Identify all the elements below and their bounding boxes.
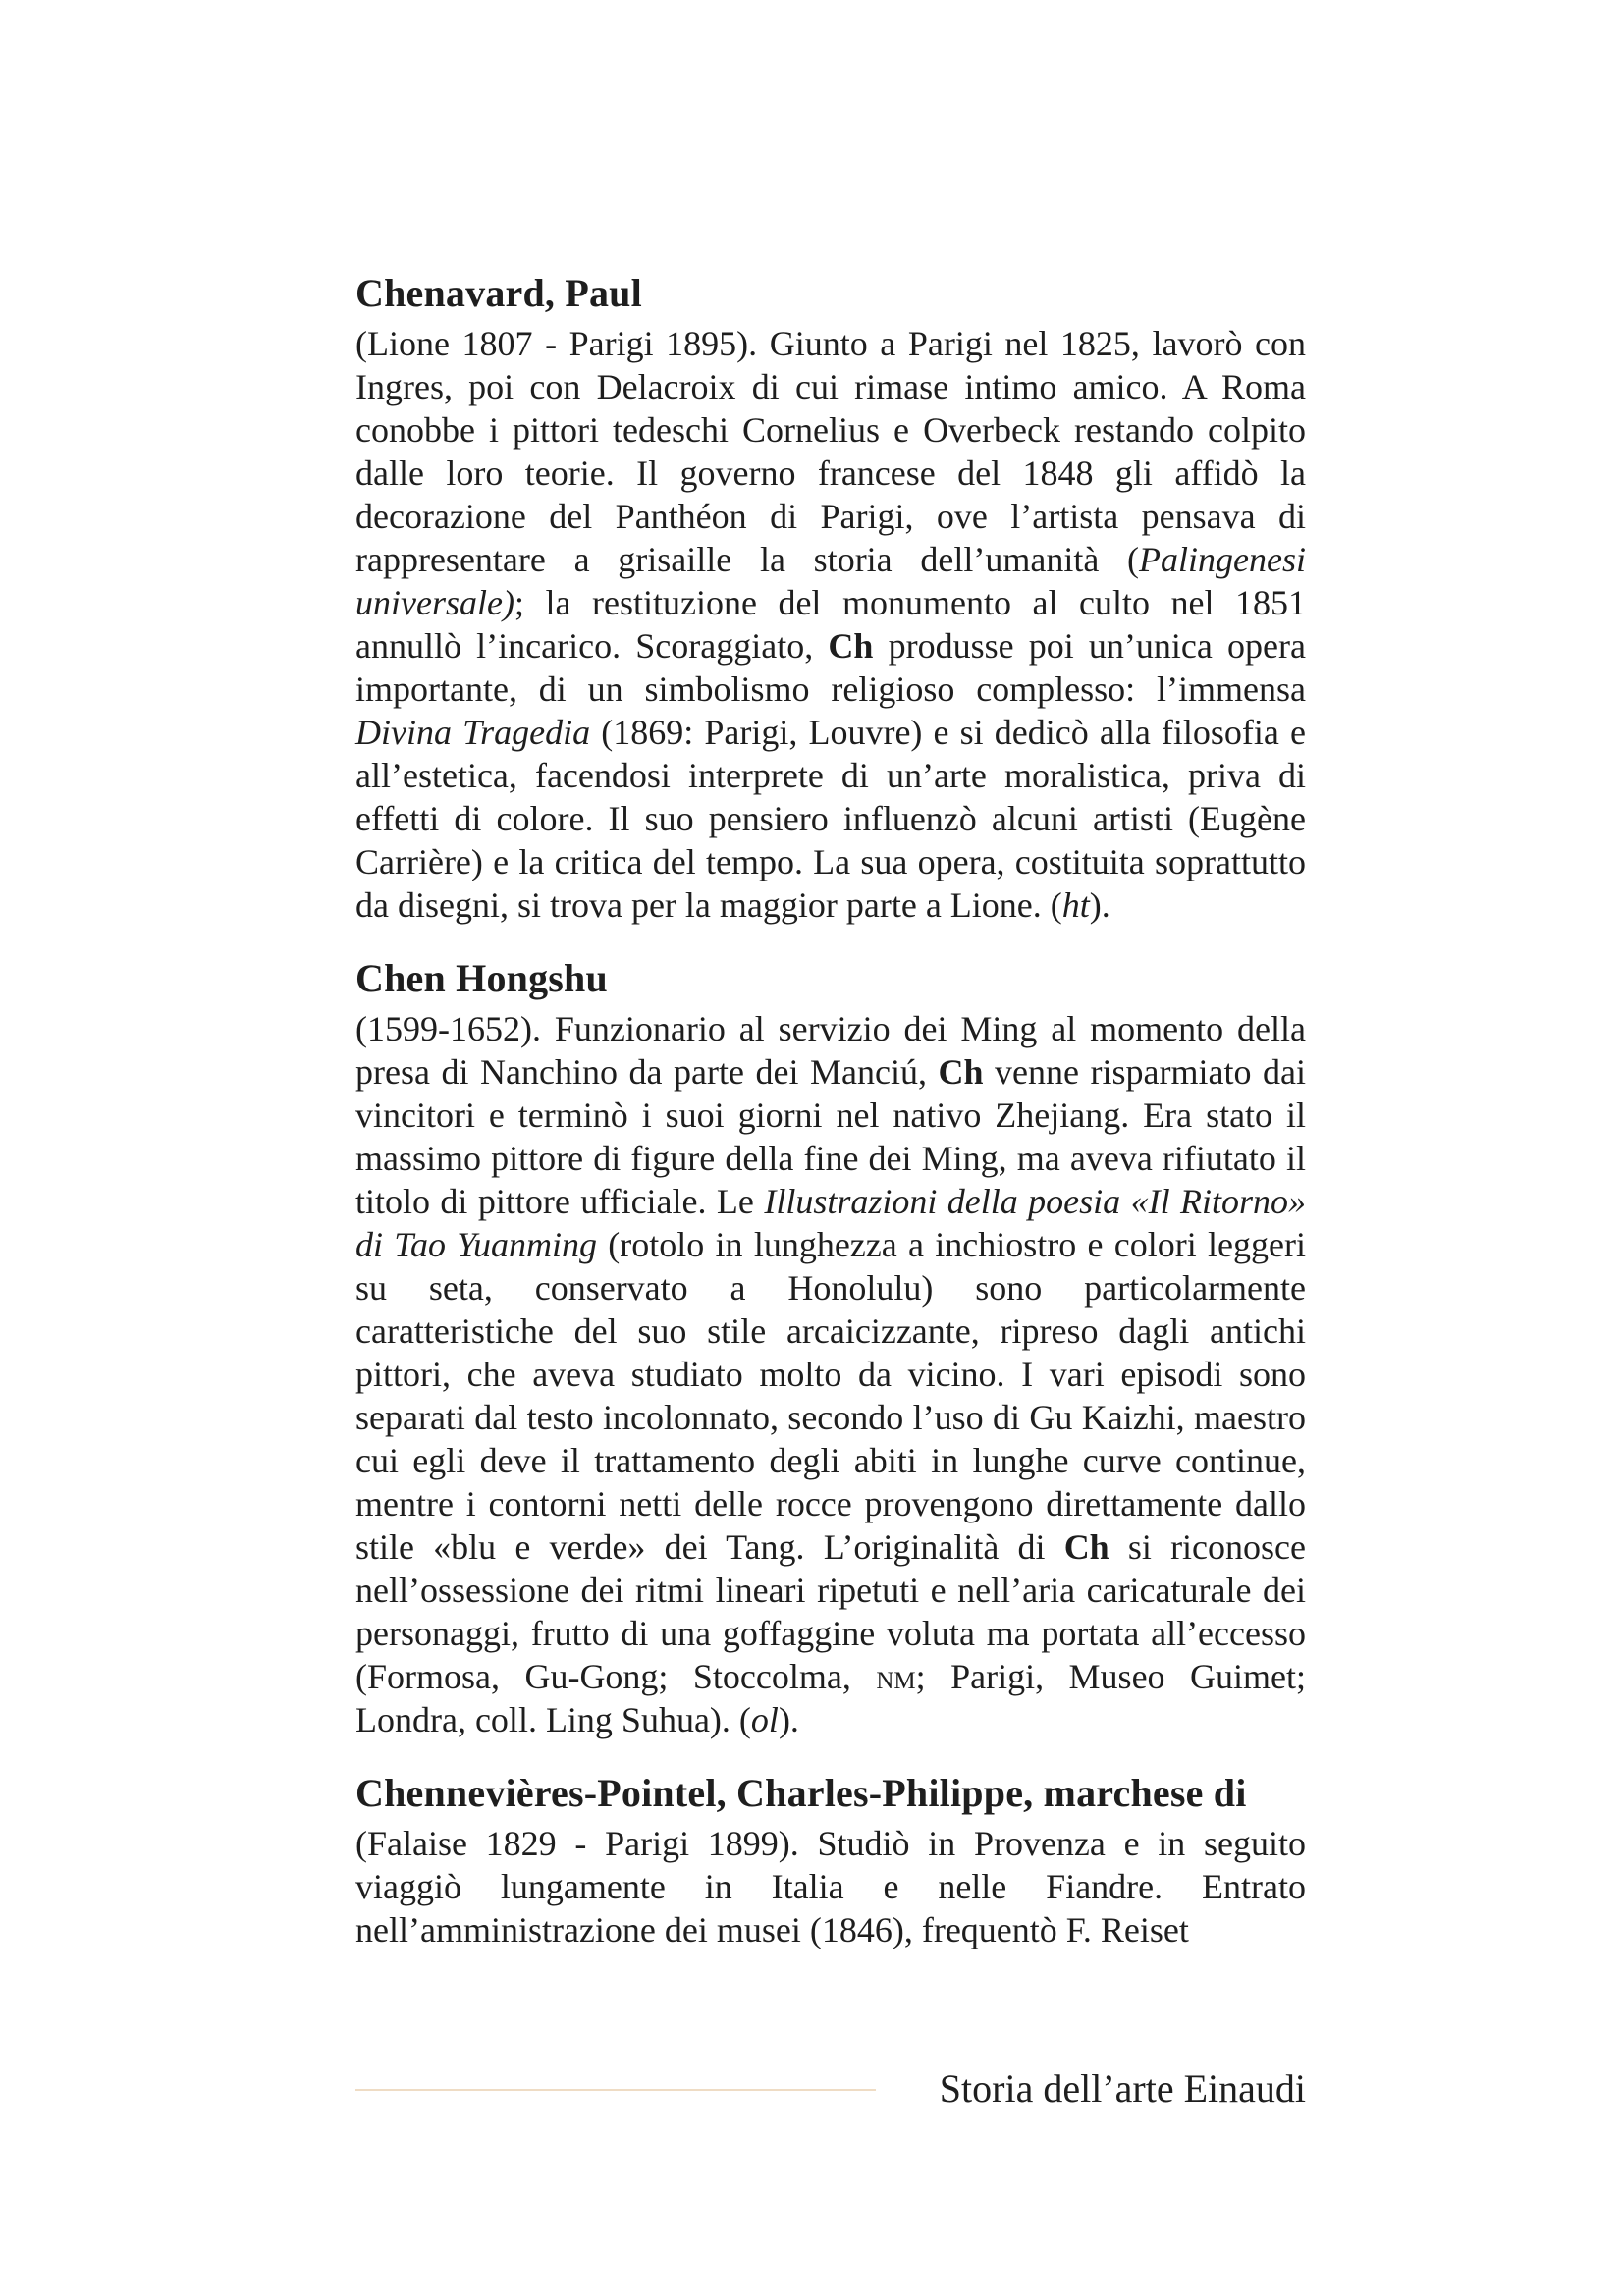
body-text: (Lione 1807 - Parigi 1895). Giunto a Parigi nel 1825, lavorò con Ingres, poi con Delacroix di cui rimase intimo amico. A Roma conobbe i pittori tedeschi Cornelius e Overbeck restando colpito dalle loro teorie. Il governo francese del 1848 gli affidò la decorazione del Panthéon di Parigi, ove l’artista pensava di rappresentare a grisaille la storia dell’umanità ( — [355, 324, 1306, 579]
entry-body — [355, 1007, 1306, 1741]
footer-rule — [355, 2089, 876, 2091]
entry-chennevieres-pointel — [355, 1767, 1306, 1951]
body-text: ; la restituzione del monumento al culto nel 1851 annullò l’incarico. Scoraggiato, — [355, 583, 1306, 666]
body-text: ). — [1089, 885, 1110, 925]
body-italic: Divina Tragedia — [355, 713, 591, 752]
page-content — [355, 267, 1306, 1951]
body-text: (1869: Parigi, Louvre) e si dedicò alla filosofia e all’estetica, facendosi interprete di un’arte moralistica, priva di effetti di colore. Il suo pensiero influenzò alcuni artisti (Eugène Carrière) e la critica del tempo. La sua opera, costituita soprattutto da disegni, si trova per la maggior parte a Lione. ( — [355, 713, 1306, 925]
footer-title: Storia dell’arte Einaudi — [939, 2066, 1306, 2110]
body-italic: Palingenesi universale) — [355, 540, 1306, 622]
author-initials: ht — [1061, 885, 1090, 925]
body-abbreviation: Ch — [828, 626, 874, 666]
body-text: ; Parigi, Museo Guimet; Londra, coll. Ling Suhua). ( — [355, 1657, 1306, 1739]
entry-chen-hongshu — [355, 952, 1306, 1741]
page-footer — [355, 2059, 1306, 2118]
body-abbreviation: Ch — [1063, 1527, 1109, 1567]
body-text: (rotolo in lunghezza a inchiostro e colori leggeri su seta, conservato a Honolulu) sono particolarmente caratteristiche del suo stile arcaicizzante, ripreso dagli antichi pittori, che aveva studiato molto da vicino. I vari episodi sono separati dal testo incolonnato, secondo l’uso di Gu Kaizhi, maestro cui egli deve il trattamento degli abiti in lunghe curve continue, mentre i contorni netti delle rocce provengono direttamente dallo stile «blu e verde» dei Tang. L’originalità di — [355, 1225, 1306, 1567]
body-text: ). — [778, 1700, 799, 1739]
entry-chenavard — [355, 267, 1306, 927]
author-initials: ol — [750, 1700, 779, 1739]
body-text: (1599-1652). Funzionario al servizio dei Ming al momento della presa di Nanchino da parte dei Manciú, — [355, 1009, 1306, 1092]
body-abbreviation: Ch — [938, 1052, 984, 1092]
body-text: produsse poi un’unica opera importante, di un simbolismo religioso complesso: l’immensa — [355, 626, 1306, 709]
body-text: venne risparmiato dai vincitori e terminò i suoi giorni nel nativo Zhejiang. Era stato il massimo pittore di figure della fine dei Ming, ma aveva rifiutato il titolo di pittore ufficiale. Le — [355, 1052, 1307, 1221]
body-text: (Falaise 1829 - Parigi 1899). Studiò in Provenza e in seguito viaggiò lungamente in Italia e nelle Fiandre. Entrato nell’amministrazione dei musei (1846), frequentò F. Reiset — [355, 1824, 1306, 1949]
entry-title: Chennevières-Pointel, Charles-Philippe, marchese di — [355, 1771, 1247, 1815]
body-italic: Illustrazioni della poesia «Il Ritorno» di Tao Yuanming — [355, 1182, 1307, 1264]
entry-body — [355, 322, 1306, 927]
entry-title: Chenavard, Paul — [355, 271, 642, 315]
body-text: si riconosce nell’ossessione dei ritmi lineari ripetuti e nell’aria caricaturale dei personaggi, frutto di una goffaggine voluta ma portata all’eccesso (Formosa, Gu-Gong; Stoccolma, — [355, 1527, 1307, 1696]
entry-body — [355, 1822, 1306, 1951]
body-small-caps: nm — [876, 1657, 916, 1696]
entry-title: Chen Hongshu — [355, 956, 608, 1000]
